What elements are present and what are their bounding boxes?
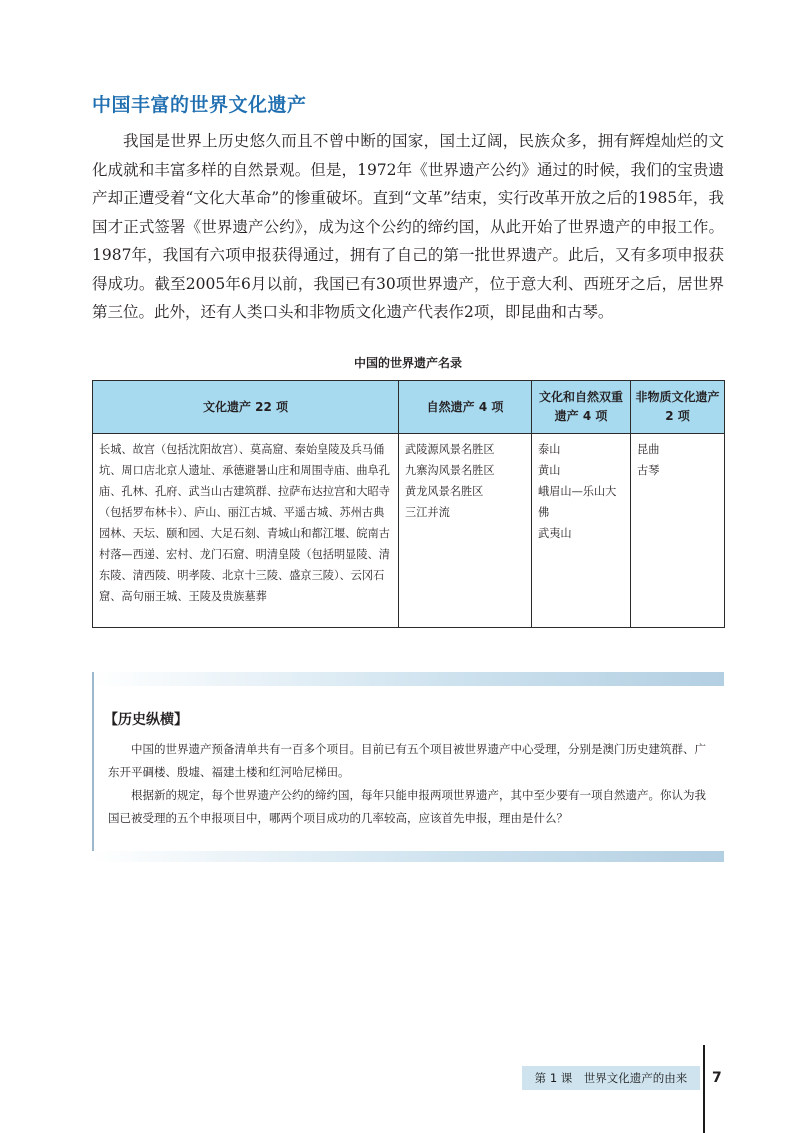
panel-body <box>108 738 708 830</box>
panel-left-rule <box>92 672 94 862</box>
panel-heading: 【历史纵横】 <box>104 712 188 728</box>
natural-list-text: 武陵源风景名胜区 九寨沟风景名胜区 黄龙风景名胜区 三江并流 <box>405 443 495 519</box>
mixed-list-text: 泰山 黄山 峨眉山—乐山大佛 武夷山 <box>538 443 617 540</box>
table-caption: 中国的世界遗产名录 <box>353 356 462 370</box>
section-title: 中国丰富的世界文化遗产 <box>92 94 307 116</box>
panel-bottom-bar <box>92 851 724 862</box>
cell-intangible-list <box>631 434 725 628</box>
cultural-list-text: 长城、故宫（包括沈阳故宫）、莫高窟、秦始皇陵及兵马俑坑、周口店北京人遗址、承德避暑山庄和周围寺庙、曲阜孔庙、孔林、孔府、武当山古建筑群、拉萨布达拉宫和大昭寺（包括罗布林卡）、庐山、丽江古城、平遥古城、苏州古典园林、天坛、颐和园、大足石刻、青城山和都江堰、皖南古村落—西递、宏村、龙门石窟、明清皇陵（包括明显陵、清东陵、清西陵、明孝陵、北京十三陵、盛京三陵）、云冈石窟、高句丽王城、王陵及贵族墓葬 <box>99 443 390 603</box>
cell-cultural-list <box>93 434 399 628</box>
heritage-table <box>92 380 725 628</box>
intangible-list-text: 昆曲 古琴 <box>637 443 660 477</box>
cell-mixed-list <box>532 434 631 628</box>
table-row <box>93 434 725 628</box>
table-header-row <box>93 381 725 434</box>
intro-paragraph: 我国是世界上历史悠久而且不曾中断的国家，国土辽阔，民族众多，拥有辉煌灿烂的文化成就和丰富多样的自然景观。但是，1972年《世界遗产公约》通过的时候，我们的宝贵遗产却正遭受着“文化大革命”的惨重破坏。直到“文革”结束，实行改革开放之后的1985年，我国才正式签署《世界遗产公约》，成为这个公约的缔约国，从此开始了世界遗产的申报工作。1987年，我国有六项申报获得通过，拥有了自己的第一批世界遗产。此后，又有多项申报获得成功。截至2005年6月以前，我国已有30项世界遗产，位于意大利、西班牙之后，居世界第三位。此外，还有人类口头和非物质文化遗产代表作2项，即昆曲和古琴。 <box>92 132 724 321</box>
panel-paragraph: 中国的世界遗产预备清单共有一百多个项目。目前已有五个项目被世界遗产中心受理，分别是澳门历史建筑群、广东开平碉楼、殷墟、福建土楼和红河哈尼梯田。 <box>108 742 706 779</box>
panel-paragraph: 根据新的规定，每个世界遗产公约的缔约国，每年只能申报两项世界遗产，其中至少要有一项自然遗产。你认为我国已被受理的五个申报项目中，哪两个项目成功的几率较高，应该首先申报，理由是什么？ <box>108 788 706 825</box>
history-panel <box>92 672 724 862</box>
cell-natural-list <box>399 434 532 628</box>
header-intangible-heritage: 非物质文化遗产 2 项 <box>631 381 725 434</box>
header-natural-heritage: 自然遗产 4 项 <box>399 381 532 434</box>
lesson-label: 第 1 课 世界文化遗产的由来 <box>522 1066 700 1090</box>
panel-top-bar <box>92 672 724 686</box>
header-mixed-heritage: 文化和自然双重遗产 4 项 <box>532 381 631 434</box>
header-cultural-heritage: 文化遗产 22 项 <box>93 381 399 434</box>
footer-rule <box>703 1045 705 1133</box>
page-number: 7 <box>712 1070 722 1086</box>
